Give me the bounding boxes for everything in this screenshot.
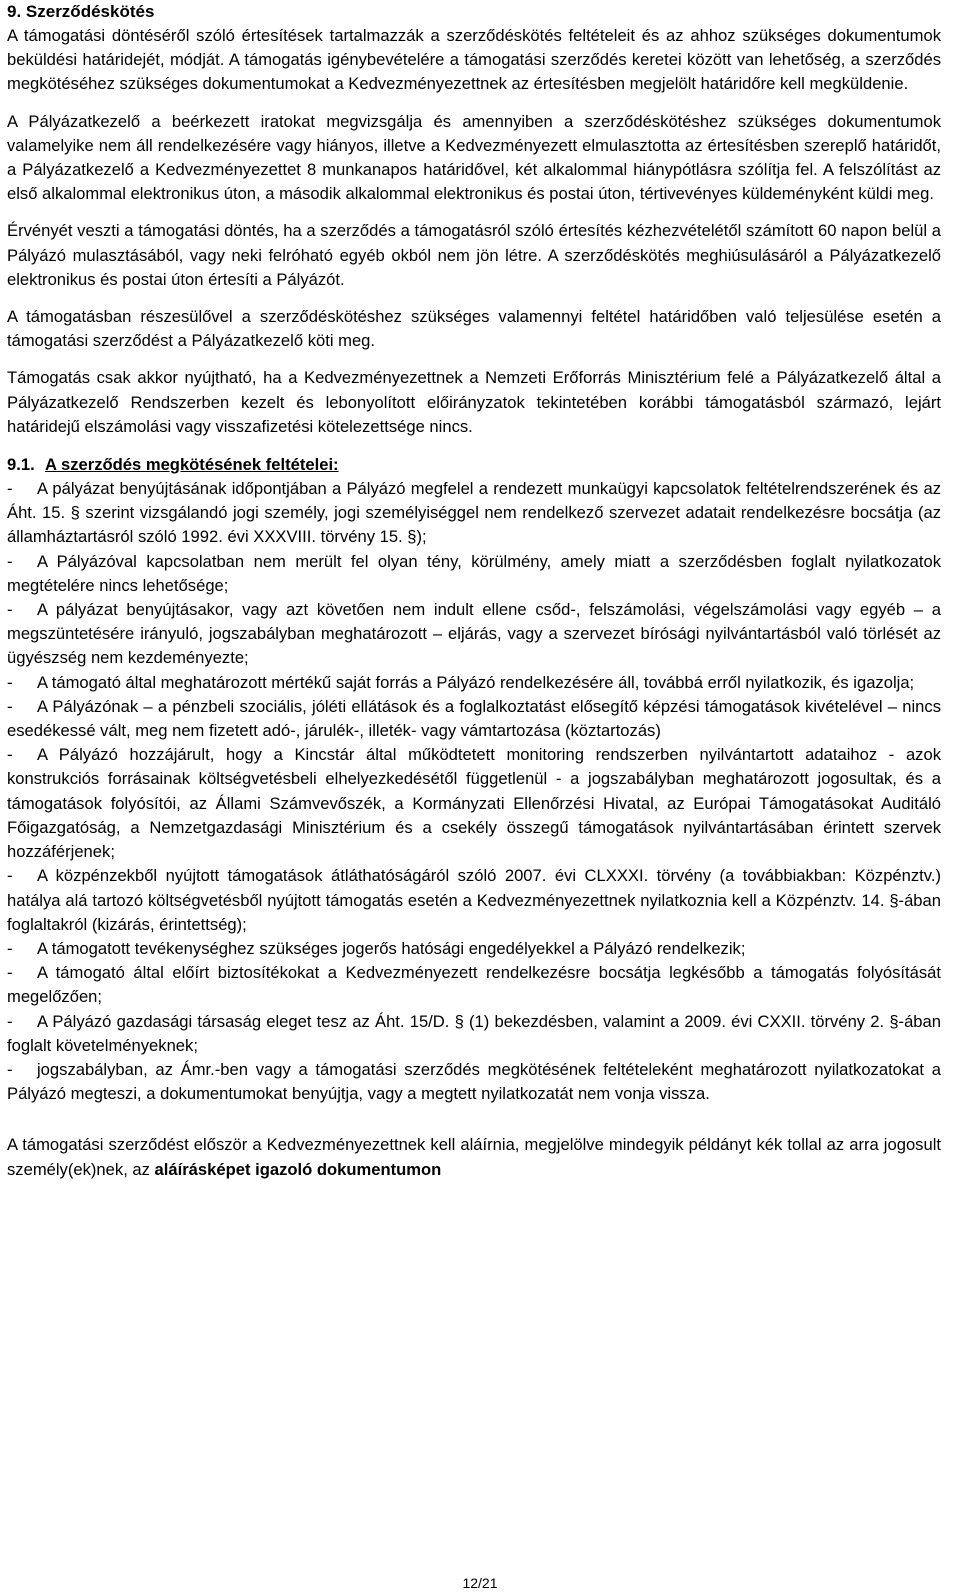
list-dash: - [7, 1059, 13, 1079]
list-item-text: A támogató által meghatározott mértékű saját forrás a Pályázó rendelkezésére áll, továbbá erről nyilatkozik, és igazolja; [37, 672, 915, 692]
list-item-text: A támogatott tevékenységhez szükséges jogerős hatósági engedélyekkel a Pályázó rendelkezik; [37, 938, 746, 958]
paragraph-notification: A támogatási döntéséről szóló értesítések tartalmazzák a szerződéskötés feltételeit és az ahhoz szükséges dokumentumok beküldési határidejét, módját. A támogatás igénybevételére a támogatási szerződés keretei között van lehetőség, a szerződés megkötéséhez szükséges dokumentumokat a Kedvezményezettnek az értesítésben megjelölt határidőre kell megküldenie. [7, 26, 941, 94]
subsection-number: 9.1. [7, 455, 35, 475]
list-item-text: A Pályázóval kapcsolatban nem merült fel olyan tény, körülmény, amely miatt a szerződésben foglalt nyilatkozatok megtételére nincs lehetősége; [7, 551, 941, 595]
list-dash: - [7, 745, 13, 765]
final-text: A támogatási szerződést először a Kedvezményezettnek kell aláírnia, megjelölve mindegyik példányt kék tollal az arra jogosult személy(ek)nek, az [7, 1135, 941, 1179]
list-dash: - [7, 866, 13, 886]
paragraph-support-condition: Támogatás csak akkor nyújtható, ha a Kedvezményezettnek a Nemzeti Erőforrás Minisztérium felé a Pályázatkezelő által a Pályázatkezelő Rendszerben kezelt és lebonyolított előirányzatok tekintetében korábbi támogatásból származó, lejárt határidejű elszámolási vagy visszafizetési kötelezettsége nincs. [7, 368, 941, 436]
paragraph-contract-signing: A támogatásban részesülővel a szerződéskötéshez szükséges valamennyi feltétel határidőben való teljesülése esetén a támogatási szerződést a Pályázatkezelő köti meg. [7, 307, 941, 351]
list-item [7, 864, 941, 937]
list-item [7, 961, 941, 1009]
list-item [7, 1058, 941, 1106]
subsection-title: A szerződés megkötésének feltételei: [45, 455, 339, 475]
list-item-text: A pályázat benyújtásának időpontjában a Pályázó megfelel a rendezett munkaügyi kapcsolatok feltételrendszerének és az Áht. 15. § szerint vizsgálandó jogi személy, jogi személyiséggel nem rendelkező szervezet adatait rendelkezésre bocsátja (az államháztartásról szóló 1992. évi XXXVIII. törvény 15. §); [7, 479, 941, 547]
list-item-text: A támogató által előírt biztosítékokat a Kedvezményezett rendelkezésre bocsátja legkésőbb a támogatás folyósítását megelőzően; [7, 963, 941, 1007]
paragraph-document-review: A Pályázatkezelő a beérkezett iratokat megvizsgálja és amennyiben a szerződéskötéshez szükséges dokumentumok valamelyike nem áll rendelkezésére vagy hiányos, illetve a Kedvezményezett elmulasztotta az értesítésben szereplő határidőt, a Pályázatkezelő a Kedvezményezettet 8 munkanapos határidővel, két alkalommal hiánypótlásra szólítja fel. A felszólítást az első alkalommal elektronikus úton, a második alkalommal elektronikus és postai úton, tértivevényes küldeményként küldi meg. [7, 111, 941, 204]
list-item [7, 550, 941, 598]
list-item-text: A Pályázó gazdasági társaság eleget tesz az Áht. 15/D. § (1) bekezdésben, valamint a 2009. évi CXXII. törvény 2. §-ában foglalt követelményeknek; [7, 1011, 941, 1055]
paragraph-decision-void: Érvényét veszti a támogatási döntés, ha a szerződés a támogatásról szóló értesítés kézhezvételétől számított 60 napon belül a Pályázó mulasztásából, vagy neki felróható egyéb okból nem jön létre. A szerződéskötés meghiúsulásáról a Pályázatkezelő elektronikus és postai úton értesíti a Pályázót. [7, 221, 941, 289]
list-dash: - [7, 672, 13, 692]
list-dash: - [7, 938, 13, 958]
list-dash: - [7, 479, 13, 499]
list-item-text: A Pályázó hozzájárult, hogy a Kincstár által működtetett monitoring rendszerben nyilvántartott adataihoz - azok konstrukciós forrásainak költségvetésbeli elhelyezkedésétől függetlenül - a jogszabályban meghatározott jogosultak, és a támogatások folyósítói, az Állami Számvevőszék, a Kormányzati Ellenőrzési Hivatal, az Európai Támogatásokat Auditáló Főigazgatóság, a Nemzetgazdasági Minisztérium és a csekély összegű támogatások nyilvántartásában érintett szervek hozzáférjenek; [7, 745, 941, 862]
final-bold-text: aláírásképet igazoló dokumentumon [154, 1159, 442, 1179]
list-item-text: A közpénzekből nyújtott támogatások átláthatóságáról szóló 2007. évi CLXXXI. törvény (a továbbiakban: Közpénztv.) hatálya alá tartozó költségvetésből nyújtott támogatás esetén a Kedvezményezettnek nyilatkoznia kell a Közpénztv. 14. §-ában foglaltakról (kizárás, érintettség); [7, 866, 941, 934]
list-item [7, 598, 941, 671]
list-item [7, 695, 941, 743]
list-item [7, 477, 941, 550]
list-dash: - [7, 696, 13, 716]
list-dash: - [7, 600, 13, 620]
list-item [7, 937, 941, 961]
list-dash: - [7, 963, 13, 983]
section-heading: 9. Szerződéskötés [7, 2, 155, 21]
list-item-text: jogszabályban, az Ámr.-ben vagy a támogatási szerződés megkötésének feltételeként meghatározott nyilatkozatokat a Pályázó megteszi, a dokumentumokat benyújtja, vagy a megtett nyilatkozatát nem vonja vissza. [7, 1059, 941, 1104]
list-item-text: A Pályázónak – a pénzbeli szociális, jóléti ellátások és a foglalkoztatást elősegítő képzési támogatások kivételével – nincs esedékessé vált, meg nem fizetett adó-, járulék-, illeték- vagy vámtartozása (köztartozás) [7, 696, 941, 741]
document-page [7, 0, 941, 1195]
list-item-text: A pályázat benyújtásakor, vagy azt követően nem indult ellene csőd-, felszámolási, végelszámolási vagy egyéb – a megszüntetésére irányuló, jogszabályban meghatározott – eljárás, vagy a szervezet bírósági nyilvántartásból való törlését az ügyészség nem kezdeményezte; [7, 600, 941, 668]
list-item [7, 743, 941, 864]
list-item [7, 1010, 941, 1058]
paragraph-final-signing [7, 1133, 941, 1181]
page-number: 12/21 [462, 1575, 498, 1591]
subsection-heading [7, 453, 941, 477]
list-dash: - [7, 1011, 13, 1031]
list-dash: - [7, 551, 13, 571]
list-item [7, 671, 941, 695]
conditions-list [7, 477, 941, 1106]
